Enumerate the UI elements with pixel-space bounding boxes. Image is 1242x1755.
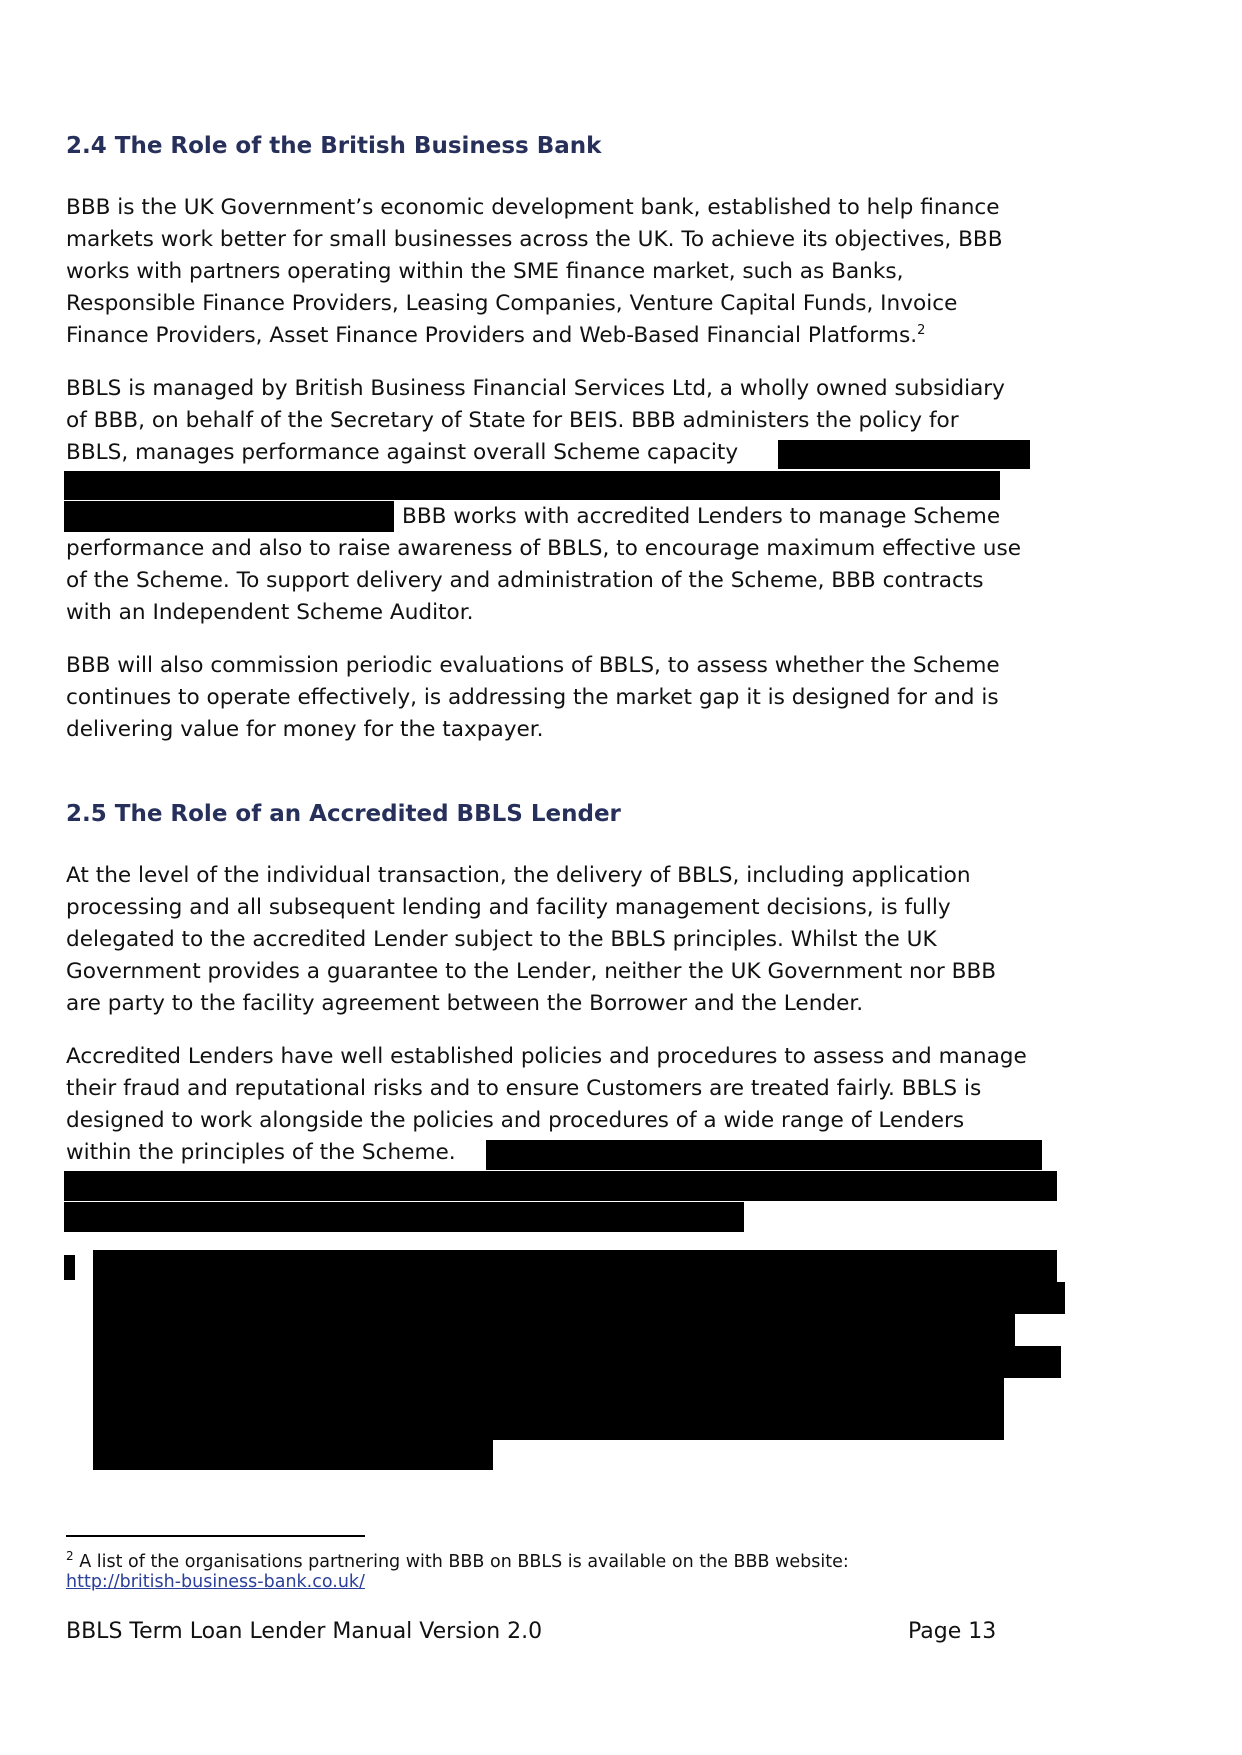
paragraph-line: delegated to the accredited Lender subject to the BBLS principles. Whilst the UK [66,927,937,952]
paragraph-line: designed to work alongside the policies and procedures of a wide range of Lenders [66,1108,965,1133]
paragraph-line [66,320,925,352]
paragraph-line: BBLS, manages performance against overall Scheme capacity [66,440,739,465]
redaction-block [93,1314,1015,1346]
paragraph-line: Responsible Finance Providers, Leasing Companies, Venture Capital Funds, Invoice [66,291,958,316]
paragraph-line: delivering value for money for the taxpayer. [66,717,544,742]
redaction-block [93,1282,1065,1314]
paragraph-line: markets work better for small businesses across the UK. To achieve its objectives, BBB [66,227,1003,252]
footer-title: BBLS Term Loan Lender Manual Version 2.0 [66,1619,543,1644]
redaction-block [64,1255,75,1280]
redaction-block [64,1171,1057,1201]
redaction-block [64,501,394,532]
redaction-block [93,1346,1061,1378]
footnote-reference[interactable]: 2 [917,322,926,338]
paragraph-line: works with partners operating within the SME finance market, such as Banks, [66,259,904,284]
paragraph-line: BBB works with accredited Lenders to manage Scheme [402,504,1001,529]
footnote-text: A list of the organisations partnering with BBB on BBLS is available on the BBB website: [79,1551,849,1572]
footnote-line [66,1549,849,1572]
footnote-number: 2 [66,1549,74,1563]
paragraph-line: performance and also to raise awareness of BBLS, to encourage maximum effective use [66,536,1022,561]
paragraph-line: with an Independent Scheme Auditor. [66,600,474,625]
paragraph-line-text: Finance Providers, Asset Finance Providers and Web-Based Financial Platforms. [66,323,918,348]
paragraph-line: their fraud and reputational risks and to ensure Customers are treated fairly. BBLS is [66,1076,982,1101]
section-heading-2-5: 2.5 The Role of an Accredited BBLS Lender [66,801,621,827]
section-heading-2-4: 2.4 The Role of the British Business Bank [66,133,602,159]
paragraph-line: Accredited Lenders have well established policies and procedures to assess and manage [66,1044,1027,1069]
paragraph-line: are party to the facility agreement between the Borrower and the Lender. [66,991,864,1016]
paragraph-line: Government provides a guarantee to the Lender, neither the UK Government nor BBB [66,959,997,984]
redaction-block [486,1140,1042,1170]
redaction-block [64,1202,744,1232]
footnote-link[interactable]: http://british-business-bank.co.uk/ [66,1572,365,1592]
paragraph-line: BBLS is managed by British Business Financial Services Ltd, a wholly owned subsidiary [66,376,1005,401]
paragraph-line: BBB will also commission periodic evaluations of BBLS, to assess whether the Scheme [66,653,1000,678]
redaction-block [93,1440,493,1470]
paragraph-line: BBB is the UK Government’s economic development bank, established to help finance [66,195,1000,220]
paragraph-line: processing and all subsequent lending and facility management decisions, is fully [66,895,951,920]
page-number: Page 13 [908,1619,997,1644]
redaction-block [93,1410,1004,1440]
redaction-block [64,471,1000,500]
redaction-block [93,1378,1004,1410]
paragraph-line: within the principles of the Scheme. [66,1140,456,1165]
redaction-block [778,440,1030,469]
footnote-separator [66,1535,365,1537]
paragraph-line: continues to operate effectively, is addressing the market gap it is designed for and is [66,685,999,710]
paragraph-line: of the Scheme. To support delivery and administration of the Scheme, BBB contracts [66,568,984,593]
redaction-block [93,1250,1057,1282]
paragraph-line: At the level of the individual transaction, the delivery of BBLS, including application [66,863,971,888]
paragraph-line: of BBB, on behalf of the Secretary of State for BEIS. BBB administers the policy for [66,408,959,433]
